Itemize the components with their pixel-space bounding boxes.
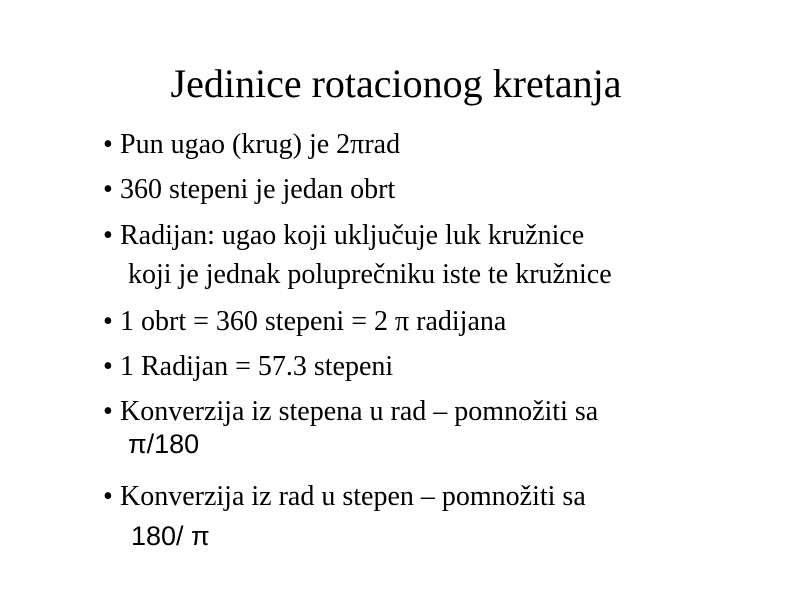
bullet-text: 1 obrt = 360 stepeni = 2 π radijana bbox=[120, 306, 507, 337]
bullet-item bbox=[103, 220, 584, 252]
bullet-text: Radijan: ugao koji uključuje luk kružnice bbox=[120, 220, 585, 251]
bullet-text: Konverzija iz stepena u rad – pomnožiti sa bbox=[120, 396, 599, 427]
bullet-dot: • bbox=[103, 220, 113, 251]
bullet-dot: • bbox=[103, 351, 113, 382]
bullet-text: Pun ugao (krug) je 2πrad bbox=[120, 129, 401, 160]
bullet-text: Konverzija iz rad u stepen – pomnožiti sa bbox=[120, 481, 586, 512]
bullet-item bbox=[103, 306, 506, 338]
bullet-continuation: koji je jednak poluprečniku iste te kružnice bbox=[128, 259, 612, 290]
bullet-item bbox=[103, 481, 586, 513]
bullet-text: 360 stepeni je jedan obrt bbox=[120, 174, 396, 205]
bullet-continuation: π/180 bbox=[128, 429, 200, 459]
bullet-item bbox=[103, 396, 598, 428]
slide-title: Jedinice rotacionog kretanja bbox=[170, 61, 622, 106]
bullet-item bbox=[103, 174, 395, 206]
bullet-text: 1 Radijan = 57.3 stepeni bbox=[120, 351, 394, 382]
bullet-dot: • bbox=[103, 129, 113, 160]
bullet-item bbox=[103, 351, 393, 383]
bullet-dot: • bbox=[103, 174, 113, 205]
bullet-continuation: 180/ π bbox=[131, 521, 210, 551]
bullet-item bbox=[103, 129, 400, 161]
bullet-dot: • bbox=[103, 306, 113, 337]
bullet-dot: • bbox=[103, 481, 113, 512]
bullet-dot: • bbox=[103, 396, 113, 427]
